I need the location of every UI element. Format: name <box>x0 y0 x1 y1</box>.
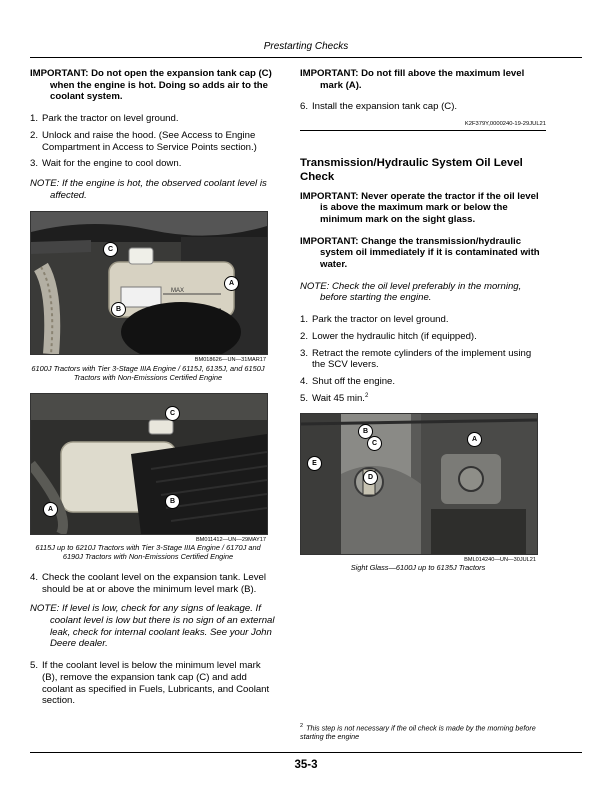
callout-e: E <box>307 456 322 471</box>
steps-list-d <box>300 101 546 113</box>
important-notice-contaminated: IMPORTANT: Change the transmission/hydraulic system oil immediately if it is contaminated with water. <box>300 235 540 271</box>
list-item <box>30 130 278 153</box>
callout-d: D <box>363 470 378 485</box>
page-header-title: Prestarting Checks <box>263 41 349 52</box>
step-number: 4. <box>30 571 39 583</box>
step-text: Retract the remote cylinders of the implement using the SCV levers. <box>312 347 532 371</box>
footer-rule <box>30 752 582 753</box>
step-text: Shut off the engine. <box>312 375 396 387</box>
list-item <box>300 314 546 326</box>
section-title: Transmission/Hydraulic System Oil Level Check <box>300 157 523 183</box>
important-notice-max: IMPORTANT: Do not fill above the maximum level mark (A). <box>300 68 525 91</box>
callout-c: C <box>103 242 118 257</box>
figure-caption-3: Sight Glass—6100J up to 6135J Tractors <box>350 563 486 573</box>
step-text: Unlock and raise the hood. (See Access to Engine Compartment in Access to Service Points section.) <box>42 129 257 153</box>
callout-a: A <box>224 276 239 291</box>
list-item <box>30 113 278 125</box>
list-item <box>30 660 278 707</box>
coolant-tank-photo-2 <box>30 393 268 535</box>
step-text: Park the tractor on level ground. <box>312 314 449 326</box>
header-rule <box>30 57 582 58</box>
figure-caption-1: 6100J Tractors with Tier 3-Stage IIIA Engine / 6115J, 6135J, and 6150J Tractors with Non-Emissions Certified Engine <box>31 364 265 382</box>
list-item <box>300 101 546 113</box>
step-number: 3. <box>30 158 39 170</box>
callout-c: C <box>165 406 180 421</box>
max-mark-label: MAX <box>171 288 185 295</box>
step-text: Wait 45 min. <box>312 392 365 404</box>
step-number: 2. <box>300 330 309 342</box>
step-number: 2. <box>30 129 39 141</box>
step-number: 4. <box>300 375 309 387</box>
footnote <box>300 723 550 742</box>
callout-b: B <box>358 424 373 439</box>
callout-b: B <box>111 302 126 317</box>
left-column <box>30 68 278 715</box>
footnote-mark: 2 <box>300 723 304 729</box>
list-item <box>30 158 278 170</box>
sight-glass-illustration <box>301 414 537 554</box>
steps-list-b <box>30 572 278 595</box>
step-number: 3. <box>300 347 309 359</box>
callout-a: A <box>467 432 482 447</box>
figure-id-3: BML014240—UN—30JUL21 <box>464 556 536 563</box>
footnote-marker: 2 <box>364 392 369 399</box>
callout-a: A <box>43 502 58 517</box>
step-text: If the coolant level is below the minimum level mark (B), remove the expansion tank cap (C) and add coolant as specified in Fuels, Lubricants, and Coolant section. <box>42 660 270 707</box>
step-text: Check the coolant level on the expansion tank. Level should be at or above the minimum level mark (B). <box>42 571 267 595</box>
step-number: 6. <box>300 101 309 113</box>
sight-glass-photo <box>300 413 538 555</box>
figure-id-2: BM011412—UN—29MAY17 <box>195 536 266 543</box>
note-engine-hot: NOTE: If the engine is hot, the observed coolant level is affected. <box>30 177 267 201</box>
note-leakage: NOTE: If level is low, check for any signs of leakage. If coolant level is low but there is no sign of an external leak, check for internal coolant leaks. See your John Deere dealer. <box>30 603 275 650</box>
note-morning-check: NOTE: Check the oil level preferably in the morning, before starting the engine. <box>300 280 522 304</box>
steps-list-a <box>30 113 278 170</box>
important-notice-oil-level: IMPORTANT: Never operate the tractor if the oil level is above the maximum mark or below the minimum mark on the sight glass. <box>300 190 539 225</box>
list-item <box>300 376 546 388</box>
step-number: 1. <box>300 314 309 326</box>
list-item <box>30 572 278 595</box>
step-text: Park the tractor on level ground. <box>42 113 179 125</box>
page-number: 35-3 <box>294 759 318 771</box>
section-rule <box>300 130 546 131</box>
step-number: 1. <box>30 113 39 125</box>
figure-id-1: BM018626—UN—31MAR17 <box>194 357 266 364</box>
callout-b: B <box>165 494 180 509</box>
step-text: Install the expansion tank cap (C). <box>312 101 458 113</box>
coolant-tank-photo-1 <box>30 211 268 355</box>
list-item <box>300 393 546 405</box>
step-number: 5. <box>30 660 39 672</box>
footnote-text: This step is not necessary if the oil check is made by the morning before starting the engine <box>300 723 536 742</box>
reference-id: K2F379Y,0000240-19-29JUL21 <box>464 121 546 128</box>
step-text: Wait for the engine to cool down. <box>42 158 182 170</box>
step-number: 5. <box>300 392 309 404</box>
list-item <box>300 331 546 343</box>
callout-c: C <box>367 436 382 451</box>
right-column <box>300 68 546 583</box>
step-text: Lower the hydraulic hitch (if equipped). <box>312 330 477 342</box>
coolant-tank-illustration-2 <box>31 394 267 534</box>
figure-caption-2: 6115J up to 6210J Tractors with Tier 3-Stage IIIA Engine / 6170J and 6190J Tractors with Non-Emissions Certified Engine <box>35 543 261 562</box>
list-item <box>300 348 546 371</box>
steps-list-c <box>30 660 278 707</box>
steps-list-oil <box>300 314 546 404</box>
important-notice-cap: IMPORTANT: Do not open the expansion tank cap (C) when the engine is hot. Doing so adds air to the coolant system. <box>30 68 272 103</box>
